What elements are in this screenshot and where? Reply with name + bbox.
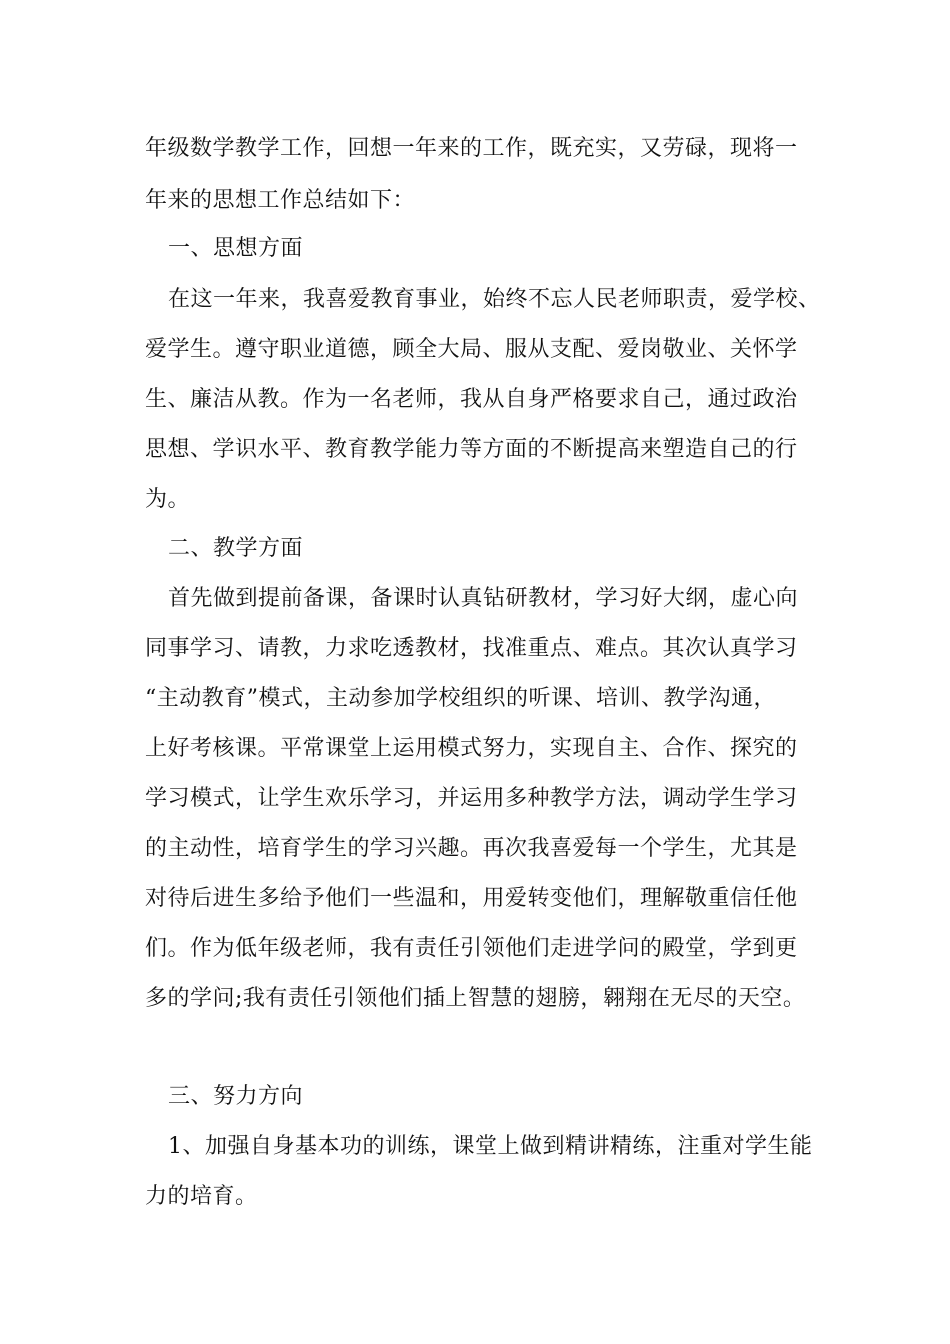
paragraph-line: 首先做到提前备课，备课时认真钻研教材，学习好大纲，虚心向 xyxy=(168,586,799,611)
section-heading-teaching: 二、教学方面 xyxy=(168,536,304,561)
paragraph-line: 1、加强自身基本功的训练，课堂上做到精讲精练，注重对学生能 xyxy=(168,1134,813,1159)
section-heading-direction: 三、努力方向 xyxy=(168,1084,304,1109)
section-heading-thought: 一、思想方面 xyxy=(168,236,304,261)
paragraph-line: 力的培育。 xyxy=(145,1184,258,1209)
paragraph-line: 学习模式，让学生欢乐学习，并运用多种教学方法，调动学生学习 xyxy=(145,786,798,811)
paragraph-line: 为。 xyxy=(145,487,191,512)
paragraph-line: 对待后进生多给予他们一些温和，用爱转变他们，理解敬重信任他 xyxy=(145,886,798,911)
paragraph-line: 年级数学教学工作，回想一年来的工作，既充实，又劳碌，现将一 xyxy=(145,136,798,161)
paragraph-line: 们。作为低年级老师，我有责任引领他们走进学问的殿堂，学到更 xyxy=(145,936,798,961)
paragraph-line: 的主动性，培育学生的学习兴趣。再次我喜爱每一个学生，尤其是 xyxy=(145,836,798,861)
paragraph-line: 思想、学识水平、教育教学能力等方面的不断提高来塑造自己的行 xyxy=(145,437,798,462)
paragraph-line: 生、廉洁从教。作为一名老师，我从自身严格要求自己，通过政治 xyxy=(145,387,798,412)
paragraph-line: 同事学习、请教，力求吃透教材，找准重点、难点。其次认真学习 xyxy=(145,636,798,661)
paragraph-line: 年来的思想工作总结如下： xyxy=(145,188,416,213)
paragraph-line: 多的学问;我有责任引领他们插上智慧的翅膀，翱翔在无尽的天空。 xyxy=(145,986,806,1011)
paragraph-line: “主动教育”模式，主动参加学校组织的听课、培训、教学沟通， xyxy=(145,686,776,711)
paragraph-line: 爱学生。遵守职业道德，顾全大局、服从支配、爱岗敬业、关怀学 xyxy=(145,337,798,362)
paragraph-line: 在这一年来，我喜爱教育事业，始终不忘人民老师职责，爱学校、 xyxy=(168,287,821,312)
paragraph-line: 上好考核课。平常课堂上运用模式努力，实现自主、合作、探究的 xyxy=(145,736,798,761)
